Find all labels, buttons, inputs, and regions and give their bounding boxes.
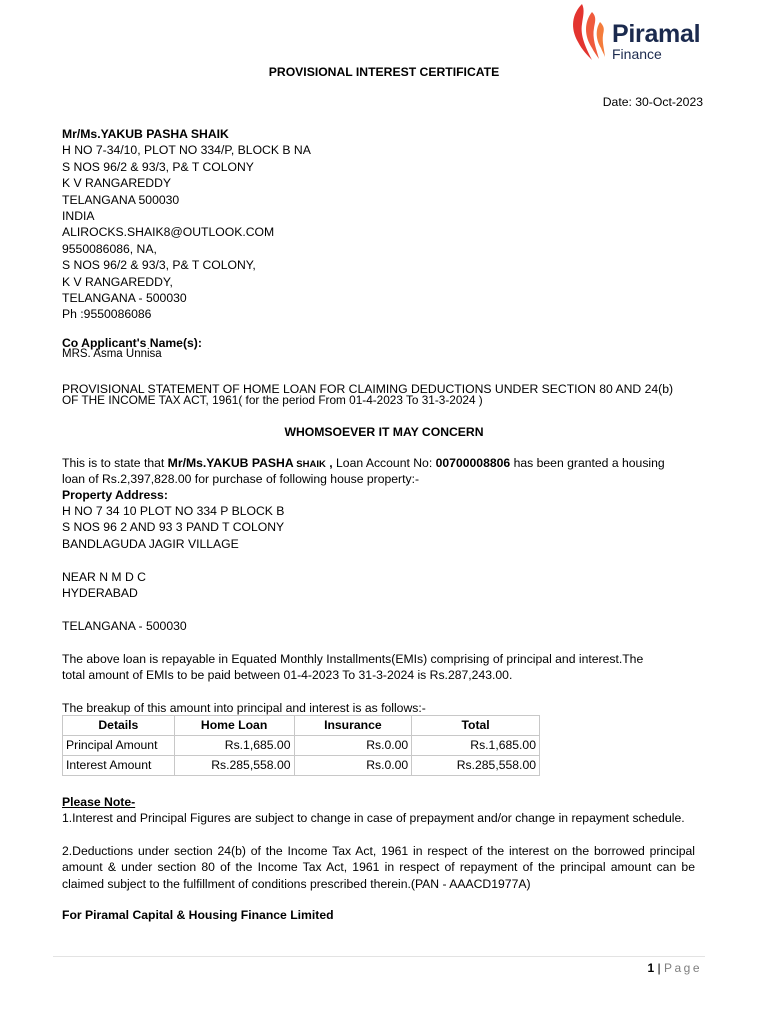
logo-wordmark: Piramal bbox=[612, 20, 701, 48]
applicant-address-line: TELANGANA 500030 bbox=[62, 192, 180, 207]
property-address-block bbox=[62, 503, 284, 634]
applicant-address-line: S NOS 96/2 & 93/3, P& T COLONY bbox=[62, 159, 254, 174]
note-heading-text: Please Note- bbox=[62, 795, 136, 809]
intro-line-2: loan of Rs.2,397,828.00 for purchase of following house property:- bbox=[62, 472, 420, 486]
page-separator: | bbox=[654, 961, 664, 975]
applicant-address-line: INDIA bbox=[62, 209, 95, 224]
property-address-heading: Property Address: bbox=[62, 488, 168, 502]
page-footer bbox=[560, 960, 702, 976]
table-header-row bbox=[63, 716, 540, 736]
note-heading bbox=[62, 794, 135, 810]
applicant-address-line: 9550086086, NA, bbox=[62, 241, 157, 256]
property-address-line: BANDLAGUDA JAGIR VILLAGE bbox=[62, 536, 239, 551]
applicant-address-line: S NOS 96/2 & 93/3, P& T COLONY, bbox=[62, 258, 256, 273]
property-address-line: S NOS 96 2 AND 93 3 PAND T COLONY bbox=[62, 520, 285, 535]
table-cell: Rs.0.00 bbox=[294, 756, 412, 776]
loan-account-number: 00700008806 bbox=[435, 456, 511, 470]
applicant-address-line: TELANGANA - 500030 bbox=[62, 291, 187, 306]
note-item-2: 2.Deductions under section 24(b) of the Income Tax Act, 1961 in respect of the interest on the borrowed principal amount & under section 80 of the Income Tax Act, 1961 in respect of repayment of the principal amount can be claimed subject to the fulfillment of conditions prescribed therein.(PAN - AAACD1977A) bbox=[62, 844, 695, 891]
breakup-intro: The breakup of this amount into principal and interest is as follows:- bbox=[62, 701, 426, 715]
note-item-1: 1.Interest and Principal Figures are subject to change in case of prepayment and/or change in repayment schedule. bbox=[62, 811, 685, 825]
intro-borrower-name: Mr/Ms.YAKUB PASHA bbox=[167, 456, 294, 470]
certificate-date: Date: 30-Oct-2023 bbox=[602, 95, 703, 109]
page-word: Page bbox=[663, 961, 702, 975]
signatory-line: For Piramal Capital & Housing Finance Limited bbox=[62, 908, 334, 922]
applicant-address-line: K V RANGAREDDY, bbox=[62, 274, 173, 289]
intro-prefix: This is to state that bbox=[62, 456, 168, 470]
statement-line-1: PROVISIONAL STATEMENT OF HOME LOAN FOR CLAIMING DEDUCTIONS UNDER SECTION 80 AND 24(b) bbox=[62, 382, 674, 396]
table-cell: Rs.1,685.00 bbox=[412, 736, 540, 756]
table-cell: Rs.0.00 bbox=[294, 736, 412, 756]
table-cell: Rs.285,558.00 bbox=[174, 756, 294, 776]
applicant-email: ALIROCKS.SHAIK8@OUTLOOK.COM bbox=[62, 225, 275, 240]
concern-heading: WHOMSOEVER IT MAY CONCERN bbox=[284, 425, 484, 439]
table-header-cell: Insurance bbox=[294, 716, 412, 736]
applicant-phone: Ph :9550086086 bbox=[62, 307, 152, 322]
property-address-line: TELANGANA - 500030 bbox=[62, 618, 187, 633]
property-address-line: NEAR N M D C bbox=[62, 569, 146, 584]
document-title: PROVISIONAL INTEREST CERTIFICATE bbox=[268, 65, 500, 79]
table-header-cell: Total bbox=[412, 716, 540, 736]
intro-borrower-surname: SHAIK bbox=[293, 459, 326, 470]
intro-comma: , bbox=[325, 456, 333, 470]
table-header-cell: Details bbox=[63, 716, 175, 736]
property-address-line bbox=[62, 601, 284, 617]
repay-line-2: total amount of EMIs to be paid between 01-4-2023 To 31-3-2024 is Rs.287,243.00. bbox=[62, 668, 513, 682]
table-header-cell: Home Loan bbox=[174, 716, 294, 736]
table-row bbox=[63, 756, 540, 776]
statement-line-2: OF THE INCOME TAX ACT, 1961( for the period From 01-4-2023 To 31-3-2024 ) bbox=[62, 393, 483, 407]
intro-account-label: Loan Account No: bbox=[332, 456, 436, 470]
footer-divider bbox=[53, 956, 705, 957]
applicant-name: Mr/Ms.YAKUB PASHA SHAIK bbox=[62, 127, 229, 141]
co-applicant-heading: Co Applicant's Name(s): bbox=[62, 336, 202, 350]
co-applicant-name: MRS. Asma Unnisa bbox=[62, 348, 162, 360]
logo-subtitle: Finance bbox=[612, 46, 662, 62]
property-address-line bbox=[62, 552, 284, 568]
applicant-address-line: H NO 7-34/10, PLOT NO 334/P, BLOCK B NA bbox=[62, 143, 311, 158]
table-row bbox=[63, 736, 540, 756]
applicant-address-line: K V RANGAREDDY bbox=[62, 176, 172, 191]
breakup-table bbox=[62, 715, 540, 776]
piramal-flame-icon bbox=[566, 2, 612, 62]
property-address-line: HYDERABAD bbox=[62, 586, 138, 601]
page-number: 1 bbox=[647, 961, 655, 975]
table-cell: Rs.1,685.00 bbox=[174, 736, 294, 756]
property-address-line: H NO 7 34 10 PLOT NO 334 P BLOCK B bbox=[62, 504, 285, 518]
table-cell: Interest Amount bbox=[63, 756, 175, 776]
repay-line-1: The above loan is repayable in Equated Monthly Installments(EMIs) comprising of principal and interest.The bbox=[62, 652, 644, 666]
applicant-block bbox=[62, 126, 311, 323]
table-cell: Rs.285,558.00 bbox=[412, 756, 540, 776]
intro-suffix: has been granted a housing bbox=[510, 456, 665, 470]
table-cell: Principal Amount bbox=[63, 736, 175, 756]
